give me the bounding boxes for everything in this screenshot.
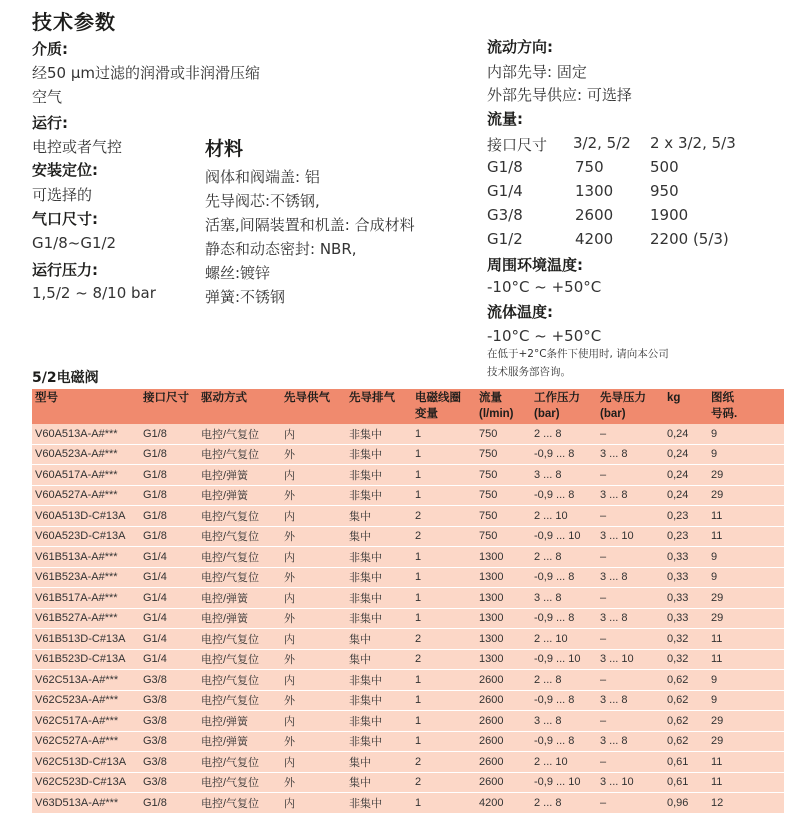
table-cell: 电控/弹簧 — [198, 711, 281, 732]
table-cell: V61B523D-C#13A — [32, 649, 140, 670]
table-cell: G3/8 — [140, 711, 198, 732]
table-cell: 2 — [412, 649, 476, 670]
material-item: 弹簧:不锈钢 — [205, 288, 286, 306]
flow-cell: 4200 — [575, 230, 614, 248]
table-cell: 外 — [281, 690, 346, 711]
table-cell: 0,23 — [664, 506, 708, 527]
table-cell: 1 — [412, 424, 476, 444]
operating-pressure-label: 运行压力: — [32, 261, 98, 279]
table-cell: 电控/气复位 — [198, 424, 281, 444]
table-cell: 0,33 — [664, 567, 708, 588]
table-cell: V63D513A-A#*** — [32, 793, 140, 814]
mounting-value: 可选择的 — [32, 186, 93, 204]
table-cell: 11 — [708, 506, 784, 527]
table-cell: 外 — [281, 485, 346, 506]
table-cell: G1/8 — [140, 485, 198, 506]
flow-header-cell: 2 x 3/2, 5/3 — [650, 134, 736, 152]
table-cell: G1/8 — [140, 465, 198, 486]
table-cell: G3/8 — [140, 690, 198, 711]
table-cell: 2600 — [476, 711, 531, 732]
table-cell: 1 — [412, 608, 476, 629]
table-cell: 2 — [412, 506, 476, 527]
table-cell: G1/8 — [140, 526, 198, 547]
material-item: 先导阀芯:不锈钢, — [205, 192, 320, 210]
table-cell: 2 — [412, 526, 476, 547]
table-cell: G1/4 — [140, 649, 198, 670]
table-cell: 非集中 — [346, 485, 412, 506]
table-cell: 非集中 — [346, 711, 412, 732]
table-cell: G3/8 — [140, 772, 198, 793]
table-cell: – — [597, 588, 664, 609]
table-cell: 0,62 — [664, 690, 708, 711]
flow-cell: G3/8 — [487, 206, 523, 224]
temp-note-line1: 在低于+2°C条件下使用时, 请向本公司 — [487, 348, 669, 360]
table-cell: 3 ... 10 — [597, 649, 664, 670]
table-row — [32, 526, 784, 547]
table-cell: 11 — [708, 752, 784, 773]
table-cell: V62C517A-A#*** — [32, 711, 140, 732]
table-cell: 电控/气复位 — [198, 506, 281, 527]
table-cell: – — [597, 670, 664, 691]
table-cell: 1300 — [476, 567, 531, 588]
materials-title: 材料 — [205, 138, 244, 160]
table-cell: 0,33 — [664, 608, 708, 629]
table-cell: 1 — [412, 547, 476, 568]
table-cell: G1/8 — [140, 506, 198, 527]
table-cell: 集中 — [346, 752, 412, 773]
table-cell: 0,62 — [664, 711, 708, 732]
table-cell: V60A517A-A#*** — [32, 465, 140, 486]
table-row — [32, 752, 784, 773]
operating-pressure-value: 1,5/2 ~ 8/10 bar — [32, 284, 156, 302]
ambient-temp-label: 周围环境温度: — [487, 256, 583, 274]
mounting-label: 安装定位: — [32, 161, 98, 179]
column-header: 图纸 号码. — [711, 392, 738, 420]
table-row — [32, 506, 784, 527]
table-cell: 外 — [281, 567, 346, 588]
table-cell: V62C523A-A#*** — [32, 690, 140, 711]
table-cell: -0,9 ... 8 — [531, 731, 597, 752]
table-cell: 1300 — [476, 588, 531, 609]
operation-value: 电控或者气控 — [32, 138, 123, 156]
column-header: 驱动方式 — [201, 392, 247, 404]
table-cell: V62C527A-A#*** — [32, 731, 140, 752]
table-cell: 750 — [476, 465, 531, 486]
fluid-temp-value: -10°C ~ +50°C — [487, 327, 602, 345]
table-cell: 3 ... 8 — [597, 608, 664, 629]
table-row — [32, 608, 784, 629]
table-cell: 0,24 — [664, 465, 708, 486]
flow-direction-label: 流动方向: — [487, 38, 553, 56]
column-header: 先导排气 — [349, 392, 395, 404]
table-cell: 电控/气复位 — [198, 793, 281, 814]
table-header-row — [32, 389, 784, 424]
table-cell: 750 — [476, 444, 531, 465]
flow-header-cell: 接口尺寸 — [487, 136, 548, 154]
table-cell: V62C513D-C#13A — [32, 752, 140, 773]
table-cell: 1 — [412, 690, 476, 711]
table-cell: 2600 — [476, 731, 531, 752]
table-cell: 电控/气复位 — [198, 444, 281, 465]
table-cell: V61B527A-A#*** — [32, 608, 140, 629]
table-cell: 3 ... 8 — [597, 690, 664, 711]
table-cell: 750 — [476, 424, 531, 444]
table-cell: 9 — [708, 444, 784, 465]
table-cell: V61B523A-A#*** — [32, 567, 140, 588]
table-cell: 内 — [281, 670, 346, 691]
table-cell: G1/4 — [140, 547, 198, 568]
table-cell: 集中 — [346, 526, 412, 547]
table-cell: 外 — [281, 608, 346, 629]
column-header: 工作压力 (bar) — [534, 392, 580, 420]
table-cell: 内 — [281, 465, 346, 486]
table-cell: 电控/气复位 — [198, 547, 281, 568]
table-cell: G1/4 — [140, 629, 198, 650]
table-cell: 非集中 — [346, 793, 412, 814]
table-row — [32, 588, 784, 609]
table-cell: 2 ... 8 — [531, 670, 597, 691]
table-cell: 0,62 — [664, 670, 708, 691]
table-cell: 3 ... 8 — [531, 465, 597, 486]
table-cell: 2 ... 10 — [531, 752, 597, 773]
table-cell: 2600 — [476, 690, 531, 711]
table-cell: 29 — [708, 711, 784, 732]
table-cell: 2 — [412, 772, 476, 793]
table-cell: 0,33 — [664, 547, 708, 568]
table-cell: 电控/气复位 — [198, 752, 281, 773]
table-cell: 外 — [281, 649, 346, 670]
table-cell: 3 ... 8 — [597, 444, 664, 465]
table-row — [32, 670, 784, 691]
table-cell: 1300 — [476, 608, 531, 629]
table-cell: 1 — [412, 670, 476, 691]
table-cell: 2 ... 8 — [531, 793, 597, 814]
table-cell: 29 — [708, 588, 784, 609]
table-cell: -0,9 ... 8 — [531, 608, 597, 629]
table-cell: 电控/弹簧 — [198, 731, 281, 752]
table-cell: 9 — [708, 690, 784, 711]
table-cell: 电控/弹簧 — [198, 608, 281, 629]
column-header: 先导压力 (bar) — [600, 392, 646, 420]
table-cell: 电控/气复位 — [198, 690, 281, 711]
table-cell: – — [597, 629, 664, 650]
table-cell: 非集中 — [346, 567, 412, 588]
column-header: 流量 (l/min) — [479, 392, 514, 420]
table-cell: 0,33 — [664, 588, 708, 609]
flow-cell: 2600 — [575, 206, 614, 224]
table-cell: 电控/气复位 — [198, 649, 281, 670]
table-cell: 1300 — [476, 547, 531, 568]
flow-label: 流量: — [487, 110, 523, 128]
table-cell: V62C523D-C#13A — [32, 772, 140, 793]
fluid-temp-label: 流体温度: — [487, 303, 553, 321]
table-cell: 电控/气复位 — [198, 629, 281, 650]
table-cell: 9 — [708, 567, 784, 588]
table-cell: 1 — [412, 567, 476, 588]
table-cell: 内 — [281, 752, 346, 773]
table-cell: 0,24 — [664, 444, 708, 465]
flow-direction-line1: 内部先导: 固定 — [487, 63, 587, 81]
table-cell: G3/8 — [140, 752, 198, 773]
flow-cell: G1/8 — [487, 158, 523, 176]
table-cell: 非集中 — [346, 690, 412, 711]
table-cell: 内 — [281, 547, 346, 568]
table-cell: 电控/气复位 — [198, 772, 281, 793]
table-cell: 非集中 — [346, 424, 412, 444]
table-cell: 外 — [281, 444, 346, 465]
table-cell: V62C513A-A#*** — [32, 670, 140, 691]
table-row — [32, 547, 784, 568]
table-cell: V60A527A-A#*** — [32, 485, 140, 506]
medium-value-line1: 经50 μm过滤的润滑或非润滑压缩 — [32, 64, 261, 82]
table-cell: 电控/气复位 — [198, 526, 281, 547]
table-cell: 2 — [412, 752, 476, 773]
table-cell: 0,24 — [664, 424, 708, 444]
column-header: 型号 — [35, 392, 58, 404]
table-cell: G3/8 — [140, 670, 198, 691]
table-cell: 11 — [708, 629, 784, 650]
table-cell: 集中 — [346, 506, 412, 527]
table-cell: 1 — [412, 465, 476, 486]
column-header: kg — [667, 392, 681, 404]
flow-cell: 2200 (5/3) — [650, 230, 729, 248]
table-cell: 1 — [412, 444, 476, 465]
table-cell: 内 — [281, 588, 346, 609]
table-row — [32, 711, 784, 732]
table-cell: 1300 — [476, 629, 531, 650]
table-cell: 1 — [412, 485, 476, 506]
table-cell: 0,96 — [664, 793, 708, 814]
medium-label: 介质: — [32, 40, 68, 58]
table-cell: 非集中 — [346, 465, 412, 486]
table-cell: 0,24 — [664, 485, 708, 506]
table-cell: – — [597, 506, 664, 527]
table-row — [32, 690, 784, 711]
port-size-label: 气口尺寸: — [32, 210, 98, 228]
medium-value-line2: 空气 — [32, 88, 63, 106]
column-header: 先导供气 — [284, 392, 330, 404]
table-cell: 电控/气复位 — [198, 670, 281, 691]
valve-table — [32, 389, 784, 814]
table-cell: G3/8 — [140, 731, 198, 752]
table-cell: 集中 — [346, 629, 412, 650]
table-cell: -0,9 ... 8 — [531, 444, 597, 465]
table-row — [32, 567, 784, 588]
table-cell: 0,61 — [664, 752, 708, 773]
flow-cell: 1900 — [650, 206, 689, 224]
table-cell: 3 ... 8 — [531, 588, 597, 609]
table-cell: 非集中 — [346, 547, 412, 568]
ambient-temp-value: -10°C ~ +50°C — [487, 278, 602, 296]
table-cell: 2 ... 10 — [531, 506, 597, 527]
table-cell: 内 — [281, 711, 346, 732]
table-cell: 29 — [708, 465, 784, 486]
table-cell: 非集中 — [346, 608, 412, 629]
table-cell: 9 — [708, 547, 784, 568]
table-cell: G1/4 — [140, 567, 198, 588]
table-cell: -0,9 ... 10 — [531, 772, 597, 793]
table-cell: 3 ... 8 — [597, 485, 664, 506]
table-cell: 3 ... 8 — [531, 711, 597, 732]
table-row — [32, 465, 784, 486]
table-cell: 外 — [281, 731, 346, 752]
table-cell: – — [597, 547, 664, 568]
table-cell: 内 — [281, 506, 346, 527]
table-cell: 电控/弹簧 — [198, 465, 281, 486]
table-row — [32, 793, 784, 814]
table-cell: -0,9 ... 8 — [531, 690, 597, 711]
table-cell: 0,32 — [664, 649, 708, 670]
table-cell: 1 — [412, 711, 476, 732]
table-cell: V60A513A-A#*** — [32, 424, 140, 444]
flow-cell: 950 — [650, 182, 679, 200]
table-cell: 2600 — [476, 670, 531, 691]
table-cell: 1300 — [476, 649, 531, 670]
table-cell: 4200 — [476, 793, 531, 814]
table-cell: 非集中 — [346, 670, 412, 691]
table-cell: V60A523D-C#13A — [32, 526, 140, 547]
section-title: 5/2电磁阀 — [32, 370, 99, 386]
table-cell: G1/8 — [140, 793, 198, 814]
table-cell: G1/8 — [140, 444, 198, 465]
table-cell: 2 — [412, 629, 476, 650]
table-cell: 2600 — [476, 772, 531, 793]
table-cell: 29 — [708, 608, 784, 629]
table-cell: 11 — [708, 772, 784, 793]
flow-cell: G1/4 — [487, 182, 523, 200]
table-cell: G1/8 — [140, 424, 198, 444]
temp-note-line2: 技术服务部咨询。 — [487, 366, 571, 378]
table-cell: 2600 — [476, 752, 531, 773]
table-cell: 非集中 — [346, 731, 412, 752]
table-cell: 内 — [281, 793, 346, 814]
flow-cell: G1/2 — [487, 230, 523, 248]
table-cell: 3 ... 10 — [597, 772, 664, 793]
table-cell: 0,23 — [664, 526, 708, 547]
flow-cell: 750 — [575, 158, 604, 176]
table-row — [32, 485, 784, 506]
column-header: 接口尺寸 — [143, 392, 189, 404]
table-cell: – — [597, 752, 664, 773]
table-cell: 1 — [412, 588, 476, 609]
table-cell: 非集中 — [346, 444, 412, 465]
table-row — [32, 424, 784, 444]
material-item: 静态和动态密封: NBR, — [205, 240, 357, 258]
table-cell: V61B513A-A#*** — [32, 547, 140, 568]
table-cell: 750 — [476, 506, 531, 527]
table-cell: 9 — [708, 670, 784, 691]
table-cell: 内 — [281, 629, 346, 650]
page-title: 技术参数 — [32, 10, 116, 34]
table-cell: V61B513D-C#13A — [32, 629, 140, 650]
table-cell: 非集中 — [346, 588, 412, 609]
table-cell: 0,62 — [664, 731, 708, 752]
flow-cell: 1300 — [575, 182, 614, 200]
operation-label: 运行: — [32, 114, 68, 132]
table-cell: 3 ... 10 — [597, 526, 664, 547]
table-cell: 3 ... 8 — [597, 567, 664, 588]
table-cell: 750 — [476, 485, 531, 506]
table-cell: -0,9 ... 10 — [531, 526, 597, 547]
table-row — [32, 444, 784, 465]
table-cell: – — [597, 711, 664, 732]
table-cell: 0,61 — [664, 772, 708, 793]
table-cell: – — [597, 465, 664, 486]
table-cell: 1 — [412, 731, 476, 752]
table-cell: -0,9 ... 8 — [531, 567, 597, 588]
material-item: 螺丝:镀锌 — [205, 264, 271, 282]
table-cell: G1/4 — [140, 608, 198, 629]
table-cell: 0,32 — [664, 629, 708, 650]
flow-direction-line2: 外部先导供应: 可选择 — [487, 86, 632, 104]
material-item: 阀体和阀端盖: 铝 — [205, 168, 320, 186]
column-header: 电磁线圈 变量 — [415, 392, 461, 420]
table-cell: 外 — [281, 772, 346, 793]
table-cell: -0,9 ... 8 — [531, 485, 597, 506]
table-cell: 内 — [281, 424, 346, 444]
table-cell: 750 — [476, 526, 531, 547]
table-cell: 3 ... 8 — [597, 731, 664, 752]
table-cell: -0,9 ... 10 — [531, 649, 597, 670]
table-cell: 2 ... 8 — [531, 547, 597, 568]
table-cell: 集中 — [346, 649, 412, 670]
table-cell: 电控/弹簧 — [198, 588, 281, 609]
table-cell: 2 ... 8 — [531, 424, 597, 444]
table-cell: V60A513D-C#13A — [32, 506, 140, 527]
flow-header-cell: 3/2, 5/2 — [573, 134, 631, 152]
table-cell: 外 — [281, 526, 346, 547]
table-cell: 9 — [708, 424, 784, 444]
table-cell: V61B517A-A#*** — [32, 588, 140, 609]
table-cell: 电控/气复位 — [198, 567, 281, 588]
table-cell: G1/4 — [140, 588, 198, 609]
port-size-value: G1/8~G1/2 — [32, 234, 117, 252]
table-cell: 11 — [708, 649, 784, 670]
table-row — [32, 772, 784, 793]
table-cell: – — [597, 424, 664, 444]
table-row — [32, 629, 784, 650]
table-cell: 电控/弹簧 — [198, 485, 281, 506]
table-cell: – — [597, 793, 664, 814]
table-cell: 2 ... 10 — [531, 629, 597, 650]
table-cell: 1 — [412, 793, 476, 814]
table-row — [32, 649, 784, 670]
table-body — [32, 424, 784, 813]
table-row — [32, 731, 784, 752]
table-cell: 集中 — [346, 772, 412, 793]
flow-cell: 500 — [650, 158, 679, 176]
table-cell: V60A523A-A#*** — [32, 444, 140, 465]
table-cell: 29 — [708, 485, 784, 506]
table-cell: 29 — [708, 731, 784, 752]
table-cell: 12 — [708, 793, 784, 814]
material-item: 活塞,间隔装置和机盖: 合成材料 — [205, 216, 415, 234]
table-cell: 11 — [708, 526, 784, 547]
